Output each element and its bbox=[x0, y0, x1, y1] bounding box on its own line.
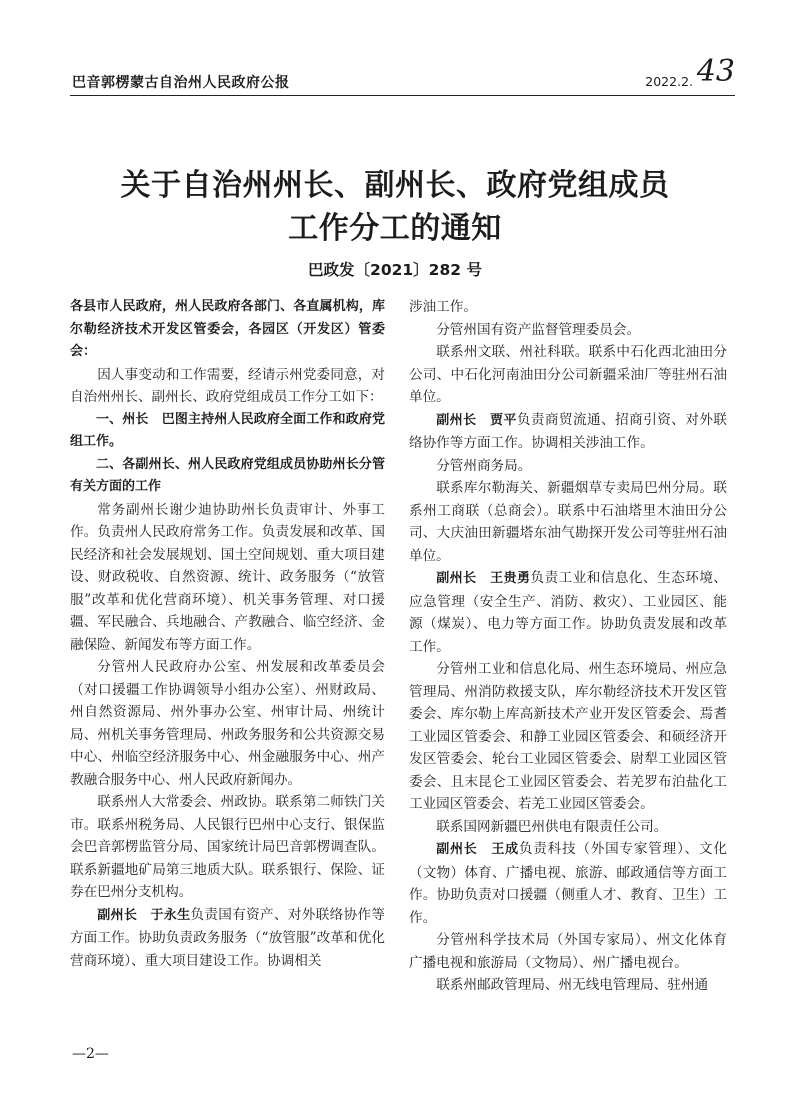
official-label: 副州长 于永生 bbox=[97, 907, 191, 923]
page-header bbox=[70, 54, 735, 94]
official-label: 副州长 贾平 bbox=[436, 412, 517, 428]
paragraph bbox=[409, 409, 727, 455]
paragraph bbox=[409, 838, 727, 929]
paragraph: 分管州工业和信息化局、州生态环境局、州应急管理局、州消防救援支队，库尔勒经济技术开发区管委会、库尔勒上库高新技术产业开发区管委会、焉耆工业园区管委会、和静工业园区管委会、和硕经济开发区管委会、轮台工业园区管委会、尉犁工业园区管委会、且末昆仑工业园区管委会、若羌罗布泊盐化工工业园区管委会、若羌工业园区管委会。 bbox=[409, 661, 727, 812]
paragraph: 联系州邮政管理局、州无线电管理局、驻州通 bbox=[436, 977, 709, 993]
section-heading-1: 一、州长 巴图主持州人民政府全面工作和政府党组工作。 bbox=[70, 411, 385, 449]
paragraph: 分管州人民政府办公室、州发展和改革委员会（对口援疆工作协调领导小组办公室）、州财政局、州自然资源局、州外事办公室、州审计局、州统计局、州机关事务管理局、州政务服务和公共资源交易中心、州临空经济服务中心、州金融服务中心、州产教融合服务中心、州人民政府新闻办。 bbox=[70, 659, 385, 788]
document-title-line2: 工作分工的通知 bbox=[288, 211, 502, 246]
right-column bbox=[409, 296, 727, 997]
document-title-line1: 关于自治州州长、副州长、政府党组成员 bbox=[120, 168, 670, 203]
paragraph bbox=[70, 904, 385, 973]
official-duties: 负责工业和信息化、生态环境、应急管理（安全生产、消防、救灾）、工业园区、能源（煤炭）、电力等方面工作。协助负责发展和改革工作。 bbox=[409, 570, 727, 655]
official-duties: 负责国有资产、对外联络协作等方面工作。协助负责政务服务（“放管服”改革和优化营商环境）、重大项目建设工作。协调相关 bbox=[70, 906, 385, 969]
paragraph: 分管州商务局。 bbox=[436, 457, 532, 474]
left-column bbox=[70, 296, 385, 972]
intro-paragraph: 因人事变动和工作需要，经请示州党委同意，对自治州州长、副州长、政府党组成员工作分工如下： bbox=[70, 366, 385, 405]
addressee: 各县市人民政府，州人民政府各部门、各直属机构，库尔勒经济技术开发区管委会，各园区（开发区）管委会： bbox=[70, 299, 385, 359]
page-number: —2— bbox=[72, 1046, 109, 1062]
paragraph: 联系州文联、州社科联。联系中石化西北油田分公司、中石化河南油田分公司新疆采油厂等驻州石油单位。 bbox=[409, 344, 727, 405]
paragraph: 常务副州长谢少迪协助州长负责审计、外事工作。负责州人民政府常务工作。负责发展和改革、国民经济和社会发展规划、国土空间规划、重大项目建设、财政税收、自然资源、统计、政务服务（“放管服”改革和优化营商环境）、机关事务管理、对口援疆、军民融合、兵地融合、产教融合、临空经济、金融保险、新闻发布等方面工作。 bbox=[70, 501, 385, 653]
publication-name: 巴音郭楞蒙古自治州人民政府公报 bbox=[72, 75, 290, 91]
official-label: 副州长 王贵勇 bbox=[436, 571, 531, 586]
header-rule bbox=[70, 95, 735, 96]
issue-number: 43 bbox=[696, 54, 735, 89]
official-label: 副州长 王成 bbox=[436, 842, 519, 857]
document-number: 巴政发〔2021〕282 号 bbox=[308, 261, 482, 279]
paragraph: 分管州国有资产监督管理委员会。 bbox=[436, 321, 641, 338]
section-heading-2: 二、各副州长、州人民政府党组成员协助州长分管有关方面的工作 bbox=[70, 456, 385, 494]
paragraph: 联系州人大常委会、州政协。联系第二师铁门关市。联系州税务局、人民银行巴州中心支行、银保监会巴音郭楞监管分局、国家统计局巴音郭楞调查队。联系新疆地矿局第三地质大队。联系银行、保险、证券在巴州分支机构。 bbox=[70, 794, 385, 900]
issue-date: 2022.2. bbox=[645, 74, 693, 89]
paragraph: 联系库尔勒海关、新疆烟草专卖局巴州分局。联系州工商联（总商会）。联系中石油塔里木油田分公司、大庆油田新疆塔东油气勘探开发公司等驻州石油单位。 bbox=[409, 480, 727, 564]
paragraph bbox=[409, 567, 727, 658]
official-duties: 负责科技（外国专家管理）、文化（文物）体育、广播电视、旅游、邮政通信等方面工作。协助负责对口援疆（侧重人才、教育、卫生）工作。 bbox=[409, 841, 727, 926]
paragraph: 分管州科学技术局（外国专家局）、州文化体育广播电视和旅游局（文物局）、州广播电视台。 bbox=[409, 932, 727, 971]
official-duties: 负责商贸流通、招商引资、对外联络协作等方面工作。协调相关涉油工作。 bbox=[409, 411, 727, 451]
paragraph-continued: 涉油工作。 bbox=[409, 299, 477, 315]
paragraph: 联系国网新疆巴州供电有限责任公司。 bbox=[436, 818, 668, 835]
